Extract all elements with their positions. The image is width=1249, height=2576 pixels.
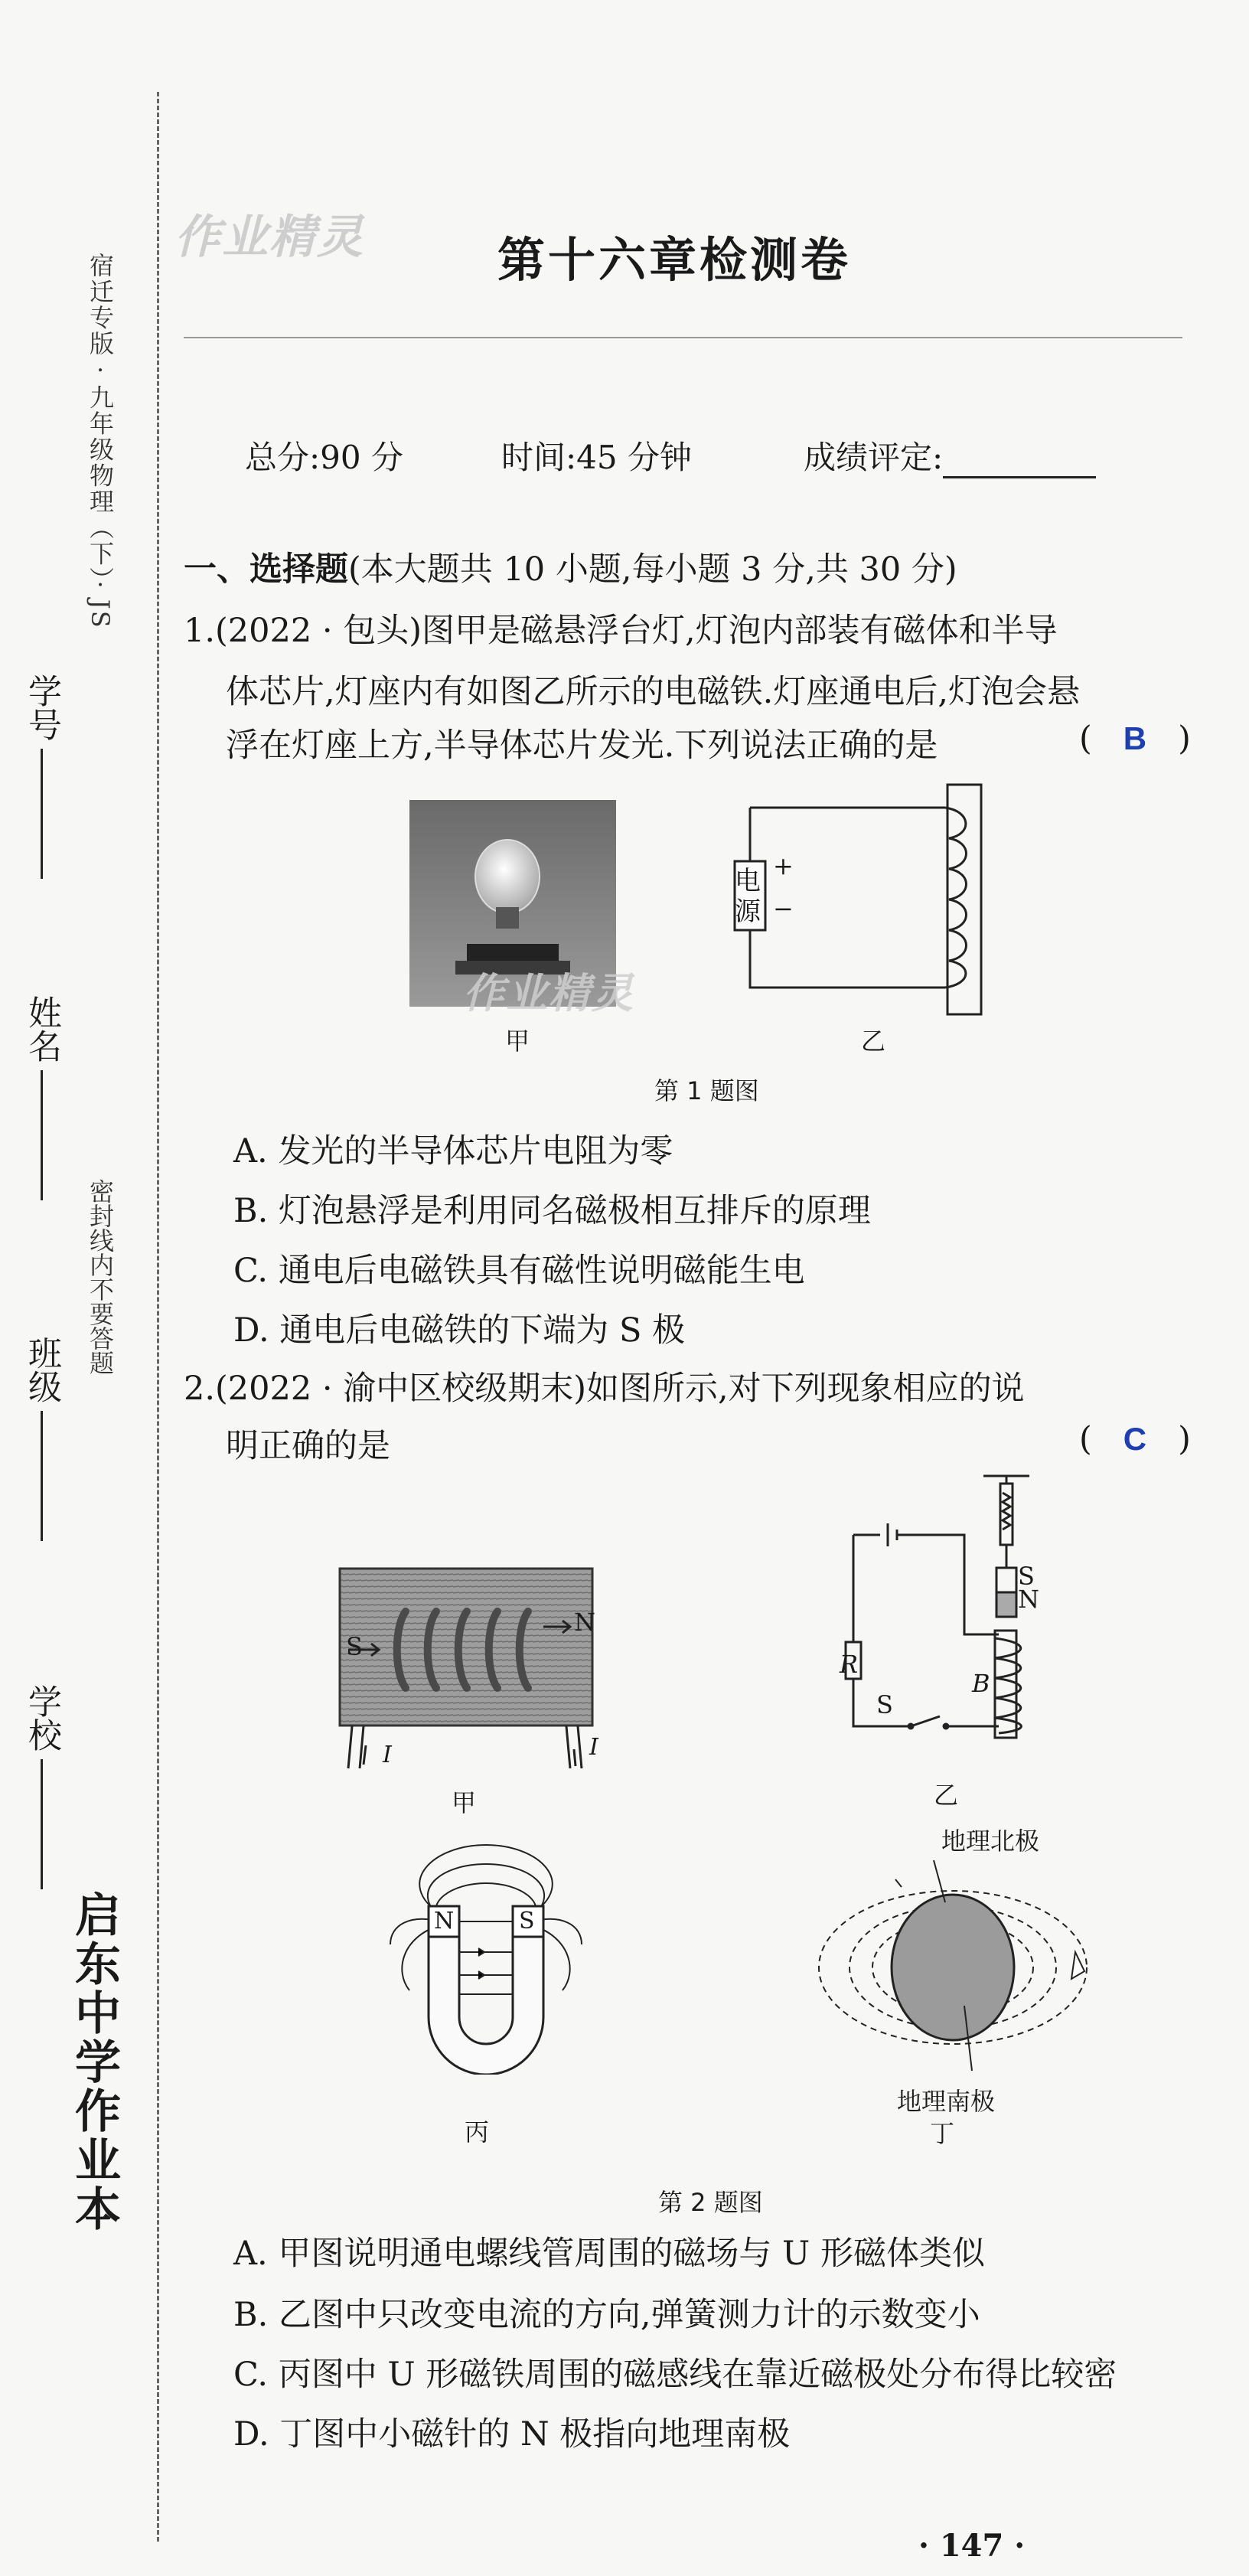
q1-fig-yi-label: 乙 — [861, 1027, 886, 1056]
u-magnet-n-pole: N — [434, 1908, 455, 1934]
student-id-field: 学号 — [17, 674, 66, 879]
q2-fig-yi-label: 乙 — [934, 1781, 959, 1810]
q2-fig-bing-label: 丙 — [465, 2117, 490, 2147]
q2-option-a: A. 甲图说明通电螺线管周围的磁场与 U 形磁体类似 — [233, 2235, 985, 2273]
figure-watermark: 作业精灵 — [463, 969, 634, 1017]
school-book-title: 启东中学作业本 — [67, 1891, 121, 2234]
q1-stem-line3: 浮在灯座上方,半导体芯片发光.下列说法正确的是 — [226, 726, 938, 765]
total-score: 总分:90 分 — [245, 439, 403, 476]
geo-south-label: 地理南极 — [897, 2087, 996, 2116]
solenoid-s-pole: S — [346, 1632, 363, 1661]
seal-note: 密封线内不要答题 — [86, 1179, 115, 1375]
school-field: 学校 — [17, 1684, 66, 1889]
earth-magnetic-field — [811, 1845, 1102, 2098]
q2-fig-ding-label: 丁 — [930, 2119, 955, 2148]
magnet-s-pole: S — [1018, 1562, 1035, 1591]
q1-answer-box: ( B ) — [1079, 720, 1191, 758]
q1-fig-jia-label: 甲 — [505, 1027, 530, 1056]
seal-dashed-line — [157, 92, 159, 2542]
q2-answer-box: ( C ) — [1079, 1420, 1191, 1458]
u-magnet-field-lines — [386, 1837, 585, 2075]
switch-label: S — [876, 1690, 893, 1719]
section-heading: 一、选择题(本大题共 10 小题,每小题 3 分,共 30 分) — [184, 550, 957, 589]
q1-option-b: B. 灯泡悬浮是利用同名磁极相互排斥的原理 — [233, 1192, 871, 1230]
minus-terminal: − — [773, 894, 794, 923]
time-limit: 时间:45 分钟 — [501, 439, 692, 476]
series-label: 宿迁专版 · 九年级物理（下）· JS — [86, 253, 115, 629]
q1-stem-line2: 体芯片,灯座内有如图乙所示的电磁铁.灯座通电后,灯泡会悬 — [226, 673, 1081, 711]
q1-option-a: A. 发光的半导体芯片电阻为零 — [233, 1132, 673, 1170]
q2-option-d: D. 丁图中小磁针的 N 极指向地理南极 — [233, 2415, 791, 2454]
resistor-label: R — [840, 1650, 859, 1679]
page-number: · 147 · — [918, 2528, 1026, 2564]
grade-blank[interactable] — [943, 446, 1096, 478]
electromagnet-circuit — [719, 781, 1003, 1018]
current-label-left: I — [383, 1742, 392, 1768]
power-source-label-2: 源 — [735, 896, 761, 927]
title-rule — [184, 337, 1182, 338]
coil-label: B — [972, 1669, 990, 1698]
class-field: 班级 — [17, 1336, 66, 1541]
q2-fig-jia-label: 甲 — [452, 1788, 477, 1817]
power-source-label-1: 电 — [735, 866, 761, 896]
plus-terminal: + — [773, 851, 794, 880]
q1-figure-caption: 第 1 题图 — [654, 1076, 759, 1105]
spring-scale-circuit — [811, 1470, 1041, 1753]
q1-option-d: D. 通电后电磁铁的下端为 S 极 — [233, 1311, 686, 1350]
solenoid-iron-filings — [337, 1566, 597, 1772]
name-field: 姓名 — [17, 995, 66, 1200]
current-label-right: I — [589, 1734, 598, 1761]
q2-stem-line2: 明正确的是 — [226, 1427, 390, 1465]
q1-stem-line1: 1.(2022 · 包头)图甲是磁悬浮台灯,灯泡内部装有磁体和半导 — [184, 612, 1058, 650]
watermark: 作业精灵 — [174, 211, 364, 264]
q1-option-c: C. 通电后电磁铁具有磁性说明磁能生电 — [233, 1252, 805, 1290]
page-title: 第十六章检测卷 — [497, 232, 851, 288]
q2-figure-caption: 第 2 题图 — [658, 2188, 763, 2217]
q2-answer: C — [1123, 1421, 1147, 1457]
q2-option-c: C. 丙图中 U 形磁铁周围的磁感线在靠近磁极处分布得比较密 — [233, 2356, 1117, 2394]
grade-field: 成绩评定: — [804, 433, 1096, 478]
q2-stem-line1: 2.(2022 · 渝中区校级期末)如图所示,对下列现象相应的说 — [184, 1370, 1025, 1408]
q1-answer: B — [1123, 720, 1147, 756]
q2-option-b: B. 乙图中只改变电流的方向,弹簧测力计的示数变小 — [233, 2296, 980, 2334]
magnet-n-pole: N — [1018, 1585, 1039, 1614]
solenoid-n-pole: N — [574, 1608, 595, 1637]
u-magnet-s-pole: S — [519, 1908, 535, 1934]
geo-north-label: 地理北极 — [941, 1827, 1040, 1856]
